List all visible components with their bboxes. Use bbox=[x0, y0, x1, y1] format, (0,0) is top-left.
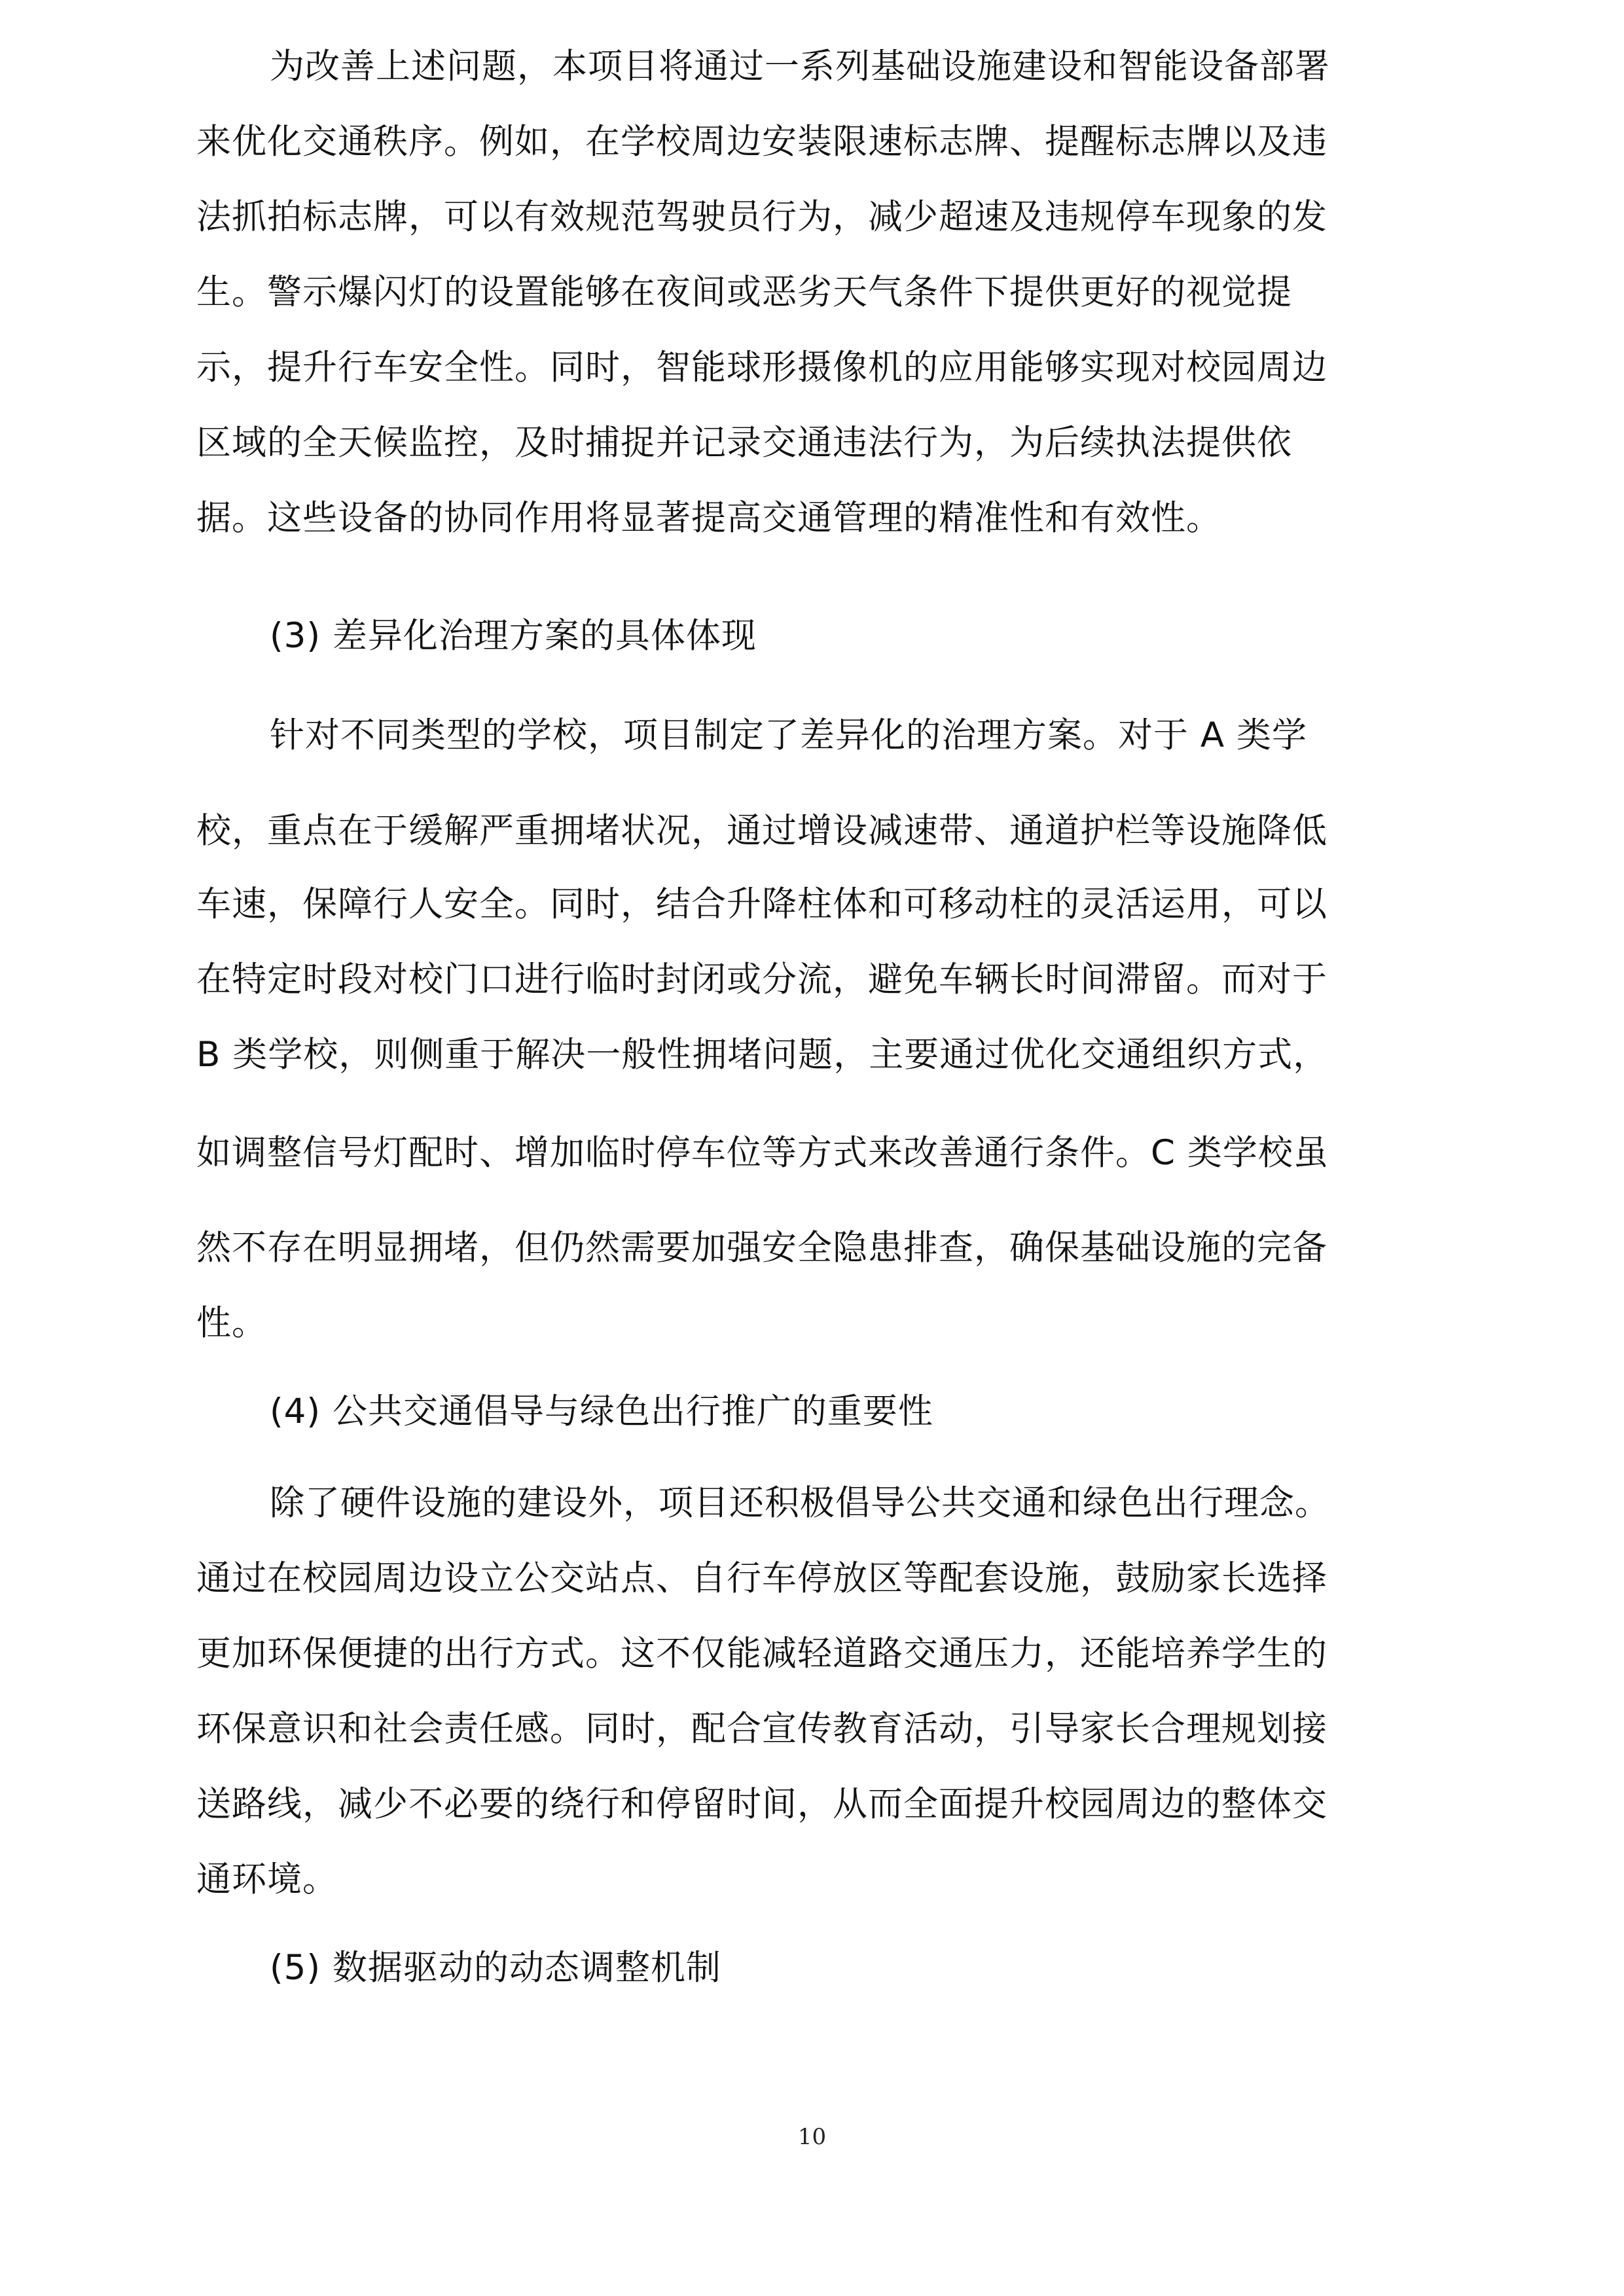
section-heading-5: (5) 数据驱动的动态调整机制 bbox=[270, 1948, 721, 1988]
paragraph-2-line-6: 如调整信号灯配时、增加临时停车位等方式来改善通行条件。C 类学校虽 bbox=[196, 1133, 1329, 1173]
paragraph-2-line-1: 针对不同类型的学校，项目制定了差异化的治理方案。对于 A 类学 bbox=[270, 715, 1307, 755]
paragraph-3-line-4: 环保意识和社会责任感。同时，配合宣传教育活动，引导家长合理规划接 bbox=[196, 1709, 1327, 1749]
paragraph-2-line-5: B 类学校，则侧重于解决一般性拥堵问题，主要通过优化交通组织方式， bbox=[196, 1035, 1329, 1075]
paragraph-1-line-4: 生。警示爆闪灯的设置能够在夜间或恶劣天气条件下提供更好的视觉提 bbox=[196, 272, 1292, 312]
section-heading-4: (4) 公共交通倡导与绿色出行推广的重要性 bbox=[270, 1391, 933, 1431]
paragraph-1-line-6: 区域的全天候监控，及时捕捉并记录交通违法行为，为后续执法提供依 bbox=[196, 423, 1292, 463]
paragraph-1-line-1: 为改善上述问题，本项目将通过一系列基础设施建设和智能设备部署 bbox=[270, 46, 1330, 86]
paragraph-2-line-2: 校，重点在于缓解严重拥堵状况，通过增设减速带、通道护栏等设施降低 bbox=[196, 811, 1327, 851]
paragraph-2-line-3: 车速，保障行人安全。同时，结合升降柱体和可移动柱的灵活运用，可以 bbox=[196, 884, 1327, 924]
paragraph-3-line-2: 通过在校园周边设立公交站点、自行车停放区等配套设施，鼓励家长选择 bbox=[196, 1558, 1327, 1598]
paragraph-2-line-7: 然不存在明显拥堵，但仍然需要加强安全隐患排查，确保基础设施的完备 bbox=[196, 1228, 1327, 1268]
paragraph-3-line-1: 除了硬件设施的建设外，项目还积极倡导公共交通和绿色出行理念。 bbox=[270, 1483, 1330, 1523]
paragraph-3-line-3: 更加环保便捷的出行方式。这不仅能减轻道路交通压力，还能培养学生的 bbox=[196, 1634, 1327, 1674]
paragraph-1-line-3: 法抓拍标志牌，可以有效规范驾驶员行为，减少超速及违规停车现象的发 bbox=[196, 197, 1327, 237]
paragraph-3-line-6: 通环境。 bbox=[196, 1859, 338, 1899]
paragraph-1-line-7: 据。这些设备的协同作用将显著提高交通管理的精准性和有效性。 bbox=[196, 498, 1221, 538]
paragraph-1-line-2: 来优化交通秩序。例如，在学校周边安装限速标志牌、提醒标志牌以及违 bbox=[196, 122, 1327, 162]
paragraph-1-line-5: 示，提升行车安全性。同时，智能球形摄像机的应用能够实现对校园周边 bbox=[196, 348, 1327, 387]
paragraph-2-line-4: 在特定时段对校门口进行临时封闭或分流，避免车辆长时间滞留。而对于 bbox=[196, 960, 1327, 999]
paragraph-2-line-8: 性。 bbox=[196, 1303, 267, 1343]
paragraph-3-line-5: 送路线，减少不必要的绕行和停留时间，从而全面提升校园周边的整体交 bbox=[196, 1784, 1327, 1824]
page-number: 10 bbox=[797, 2124, 827, 2150]
section-heading-3: (3) 差异化治理方案的具体体现 bbox=[270, 616, 757, 656]
